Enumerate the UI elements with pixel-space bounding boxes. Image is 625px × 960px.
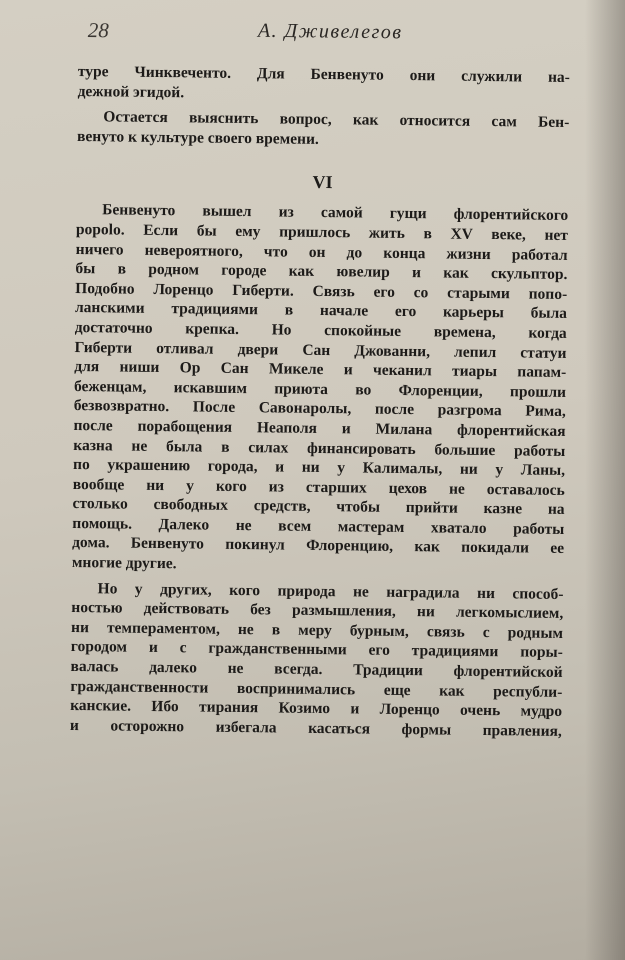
text-line: канские. Ибо тирания Козимо и Лоренцо очень мудро — [70, 697, 563, 721]
text-line: дома. Бенвенуто покинул Флоренцию, как покидали ее — [72, 534, 565, 558]
text-line: венуто к культуре своего времени. — [76, 127, 319, 148]
text-line: ничего невероятного, что он до конца жизни работал — [75, 240, 568, 264]
text-line: ни темпераментом, не в меру бурным, связь с родным — [70, 618, 564, 642]
text-line: дежной эгидой. — [77, 82, 185, 101]
text-line: Бенвенуто вышел из самой гущи флорентийского — [102, 201, 569, 225]
text-line: туре Чинквеченто. Для Бенвенуто они служили на- — [77, 62, 570, 87]
text-line: после порабощения Неаполя и Милана флорентийская — [73, 416, 566, 440]
paragraph-4 — [70, 579, 564, 742]
text-line: Но у других, кого природа не наградила ни способ- — [97, 579, 564, 603]
text-line: ностью действовать без размышления, ни легкомыслием, — [71, 599, 564, 623]
text-line: безвозвратно. После Савонаролы, после разгрома Рима, — [73, 397, 566, 421]
text-line: для ниши Ор Сан Микеле и чеканил тиары папам- — [74, 358, 567, 382]
text-line: вообще ни у кого из старших цехов не оставалось — [72, 475, 565, 499]
text-line: помощь. Далеко не всем мастерам хватало работы — [72, 514, 565, 538]
text-line: столько свободных средств, чтобы прийти казне на — [72, 495, 565, 519]
paragraph-2 — [77, 107, 569, 152]
text-line: беженцам, искавшим приюта во Флоренции, прошли — [73, 377, 567, 401]
text-line: по украшению города, и ни у Калималы, ни у Ланы, — [72, 456, 566, 480]
text-line: достаточно крепка. Но спокойные времена, когда — [74, 318, 567, 342]
body-text — [70, 62, 570, 741]
text-line: Подобно Лоренцо Гиберти. Связь его со старыми попо- — [75, 279, 568, 303]
text-line: popolo. Если бы ему пришлось жить в XV веке, нет — [75, 220, 569, 244]
paragraph-1 — [78, 62, 570, 107]
paragraph-3 — [72, 200, 569, 578]
text-line: бы в родном городе как ювелир и как скульптор. — [75, 260, 568, 284]
text-line: ланскими традициями в начале его карьеры была — [74, 299, 568, 323]
text-line: Гиберти отливал двери Сан Джованни, лепил статуи — [74, 338, 567, 362]
text-line: гражданственности воспринимались еще как республи- — [70, 677, 563, 701]
text-line: многие другие. — [71, 554, 177, 573]
text-line: и осторожно избегала касаться формы правления, — [69, 716, 562, 740]
text-line: городом и с гражданственными его традициями поры- — [70, 638, 563, 662]
chapter-heading: VI — [312, 172, 333, 193]
text-line: Остается выяснить вопрос, как относится сам Бен- — [103, 108, 570, 132]
text-line: казна не была в силах финансировать большие работы — [73, 436, 566, 460]
running-head: А. Дживелегов — [257, 19, 403, 44]
text-line: валась далеко не всегда. Традиции флорентийской — [70, 657, 563, 681]
page-number: 28 — [87, 18, 109, 43]
page-header — [88, 18, 588, 53]
